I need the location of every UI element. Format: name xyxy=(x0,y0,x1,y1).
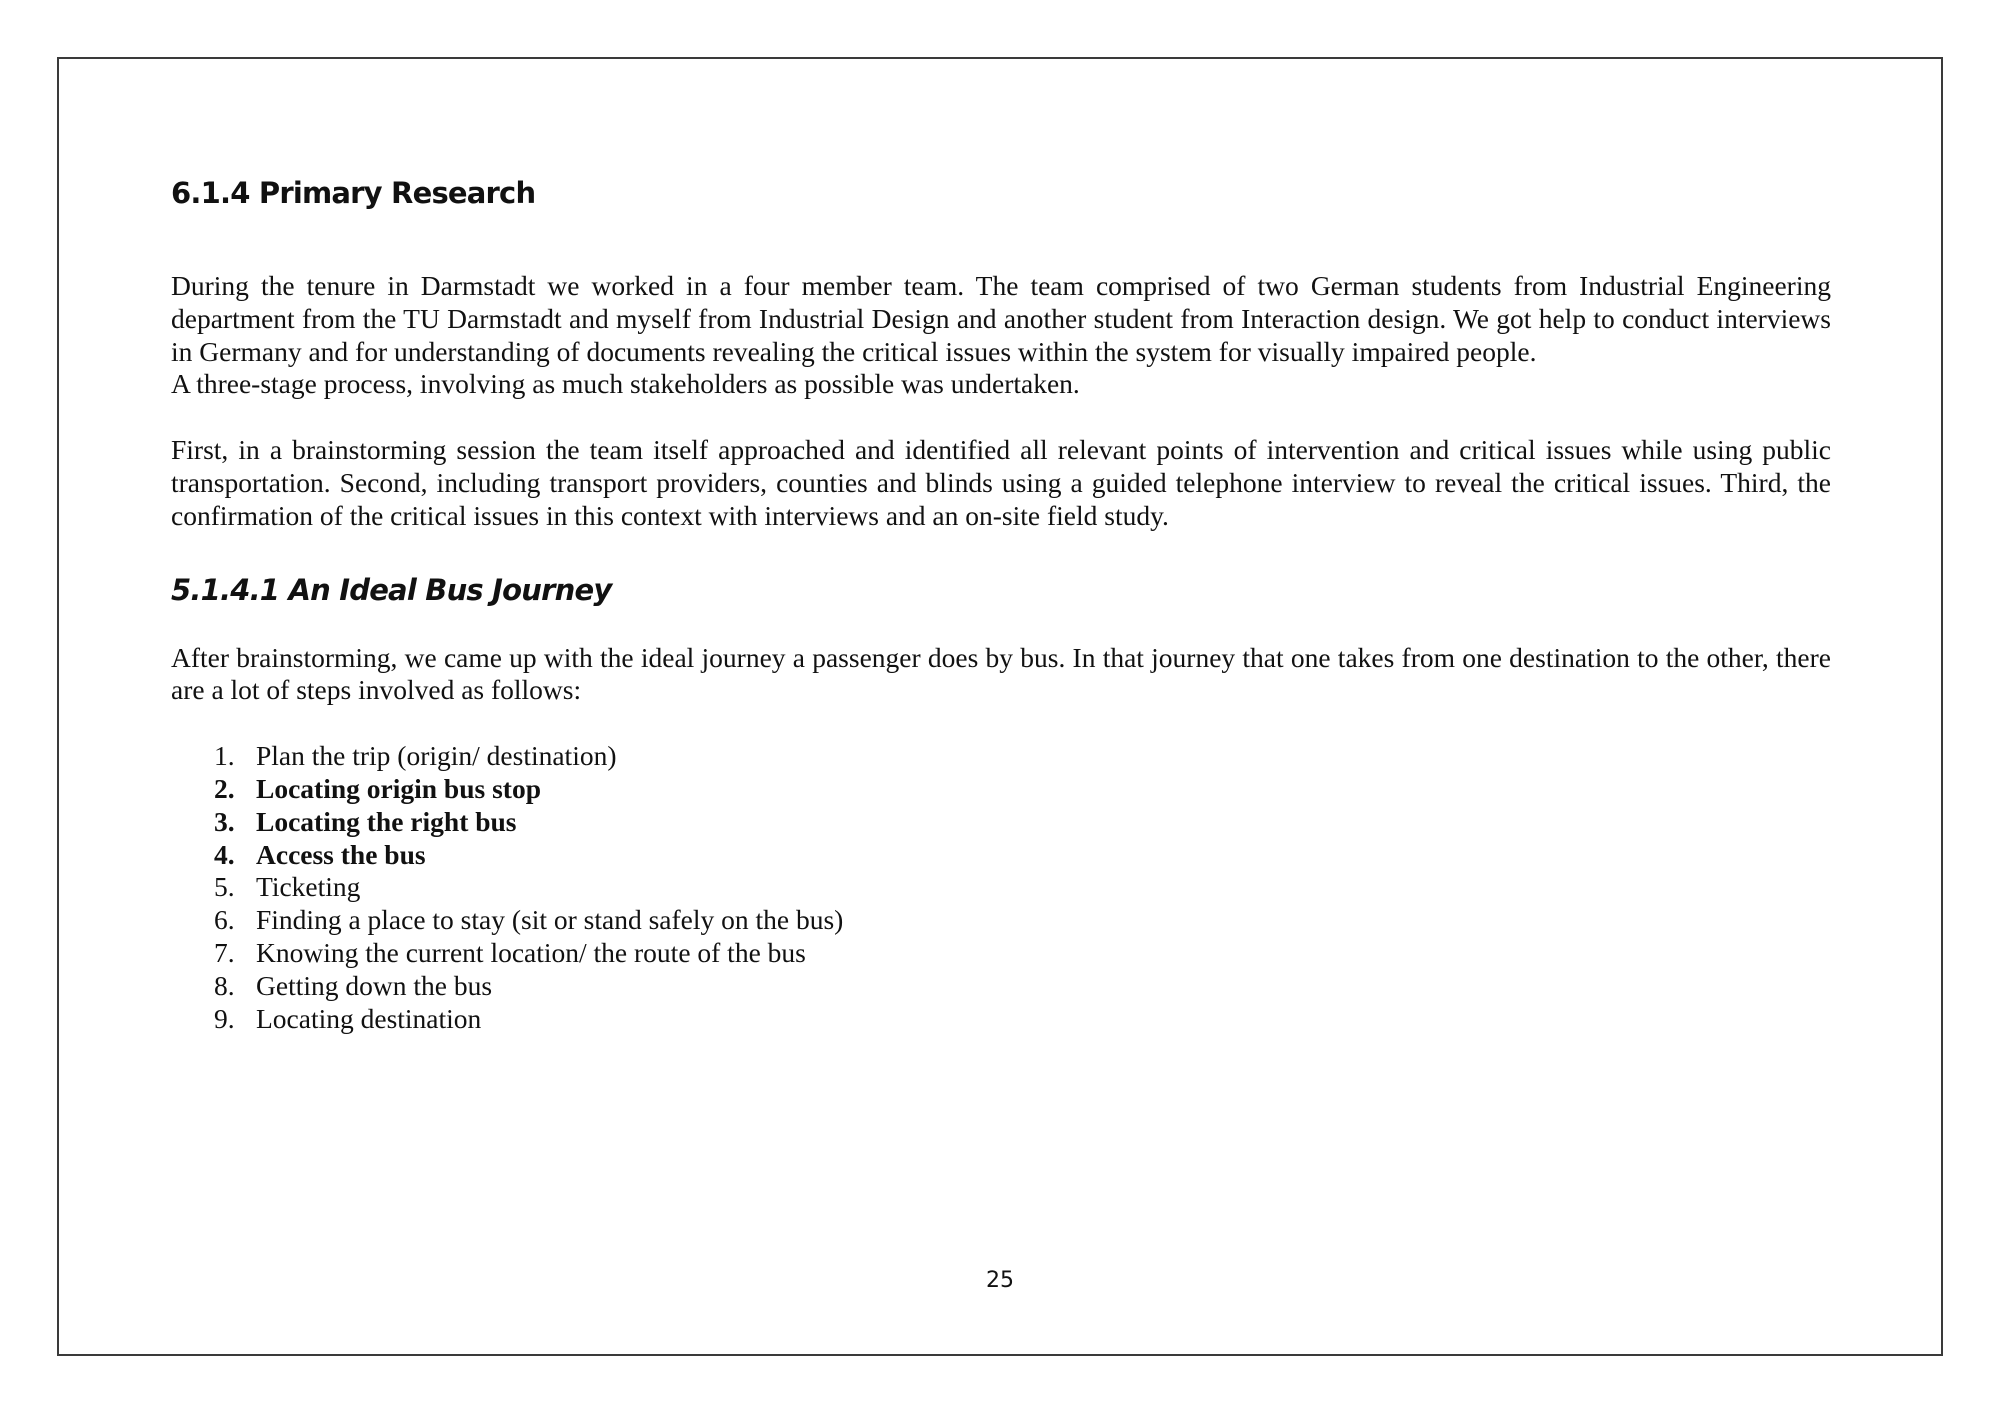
list-item xyxy=(214,937,1831,970)
list-item-text: Finding a place to stay (sit or stand safely on the bus) xyxy=(256,904,844,936)
list-item-text: Locating the right bus xyxy=(256,805,517,837)
list-item xyxy=(214,773,1831,806)
list-item-text: Locating destination xyxy=(256,1002,482,1034)
list-item-text: Ticketing xyxy=(256,871,361,903)
list-item-number: 4. xyxy=(214,838,235,870)
paragraph-journey-intro: After brainstorming, we came up with the ideal journey a passenger does by bus. In that journey that one takes from one destination to the other, there are a lot of steps involved as follows: xyxy=(171,641,1831,706)
list-item xyxy=(214,1003,1831,1036)
list-item xyxy=(214,871,1831,904)
list-item-text: Locating origin bus stop xyxy=(256,772,541,804)
list-item-number: 6. xyxy=(214,904,235,936)
subsection-heading: 5.1.4.1 An Ideal Bus Journey xyxy=(171,572,612,607)
paragraph-team: During the tenure in Darmstadt we worked in a four member team. The team comprised of two German students from Industrial Engineering department from the TU Darmstadt and myself from Industrial Design and another student from Interaction design. We got help to conduct interviews in Germany and for understanding of documents revealing the critical issues within the system for visually impaired people. xyxy=(171,270,1831,367)
list-item-number: 8. xyxy=(214,969,235,1001)
paragraph-process: A three-stage process, involving as much stakeholders as possible was undertaken. xyxy=(171,368,1080,400)
list-item xyxy=(214,904,1831,937)
list-item-text: Knowing the current location/ the route of the bus xyxy=(256,936,806,968)
list-item xyxy=(214,839,1831,872)
list-item-number: 5. xyxy=(214,871,235,903)
list-item-number: 7. xyxy=(214,936,235,968)
list-item-number: 3. xyxy=(214,805,235,837)
page-number: 25 xyxy=(986,1268,1014,1293)
list-item-text: Access the bus xyxy=(256,838,426,870)
paragraph-stages: First, in a brainstorming session the team itself approached and identified all relevant points of intervention and critical issues while using public transportation. Second, including transport providers, counties and blinds using a guided telephone interview to reveal the critical issues. Third, the confirmation of the critical issues in this context with interviews and an on-site field study. xyxy=(171,434,1831,531)
journey-steps-list xyxy=(171,740,1831,1035)
list-item-text: Plan the trip (origin/ destination) xyxy=(256,740,617,772)
list-item-number: 2. xyxy=(214,772,235,804)
list-item-text: Getting down the bus xyxy=(256,969,493,1001)
document-body xyxy=(171,170,1831,1035)
list-item-number: 1. xyxy=(214,740,235,772)
list-item xyxy=(214,970,1831,1003)
list-item xyxy=(214,806,1831,839)
section-heading: 6.1.4 Primary Research xyxy=(171,176,536,210)
list-item-number: 9. xyxy=(214,1002,235,1034)
list-item xyxy=(214,740,1831,773)
